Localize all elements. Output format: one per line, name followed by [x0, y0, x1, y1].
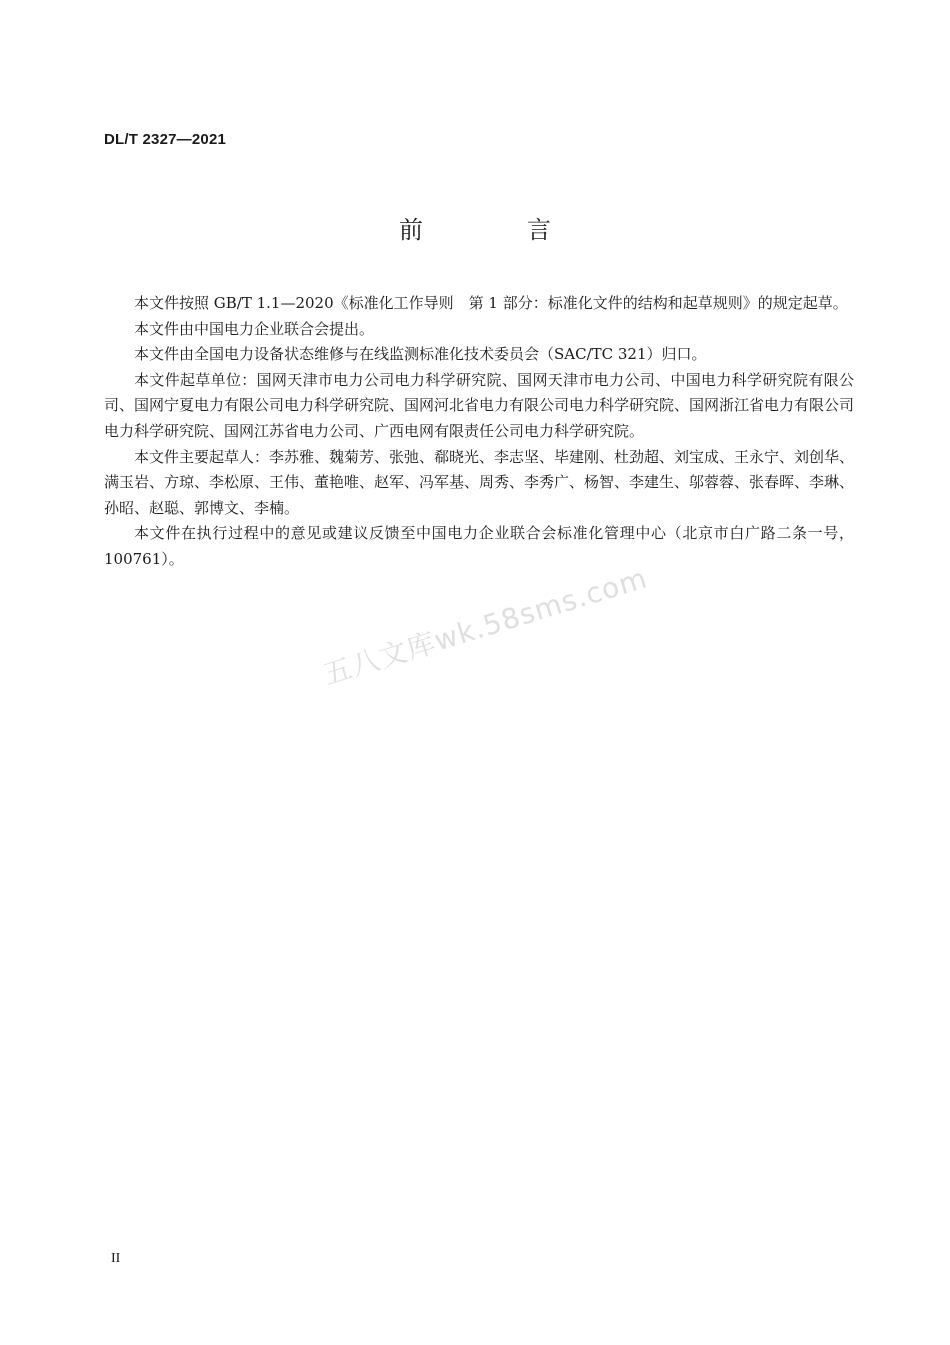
paragraph-drafting-rules: 本文件按照 GB/T 1.1—2020《标准化工作导则 第 1 部分：标准化文件的结构和起草规则》的规定起草。: [134, 294, 848, 312]
paragraph-committee: 本文件由全国电力设备状态维修与在线监测标准化技术委员会（SAC/TC 321）归口。: [134, 345, 707, 364]
paragraph-drafters: 本文件主要起草人：李苏雅、魏菊芳、张弛、郗晓光、李志坚、毕建刚、杜劲超、刘宝成、王永宁、刘创华、满玉岩、方琼、李松原、王伟、董艳唯、赵军、冯军基、周秀、李秀广、杨智、李建生、邬蓉蓉、张春晖、李琳、孙昭、赵聪、郭博文、李楠。: [104, 447, 855, 517]
watermark: 五八文库wk.58sms.com: [319, 561, 652, 692]
foreword-body: [104, 291, 854, 573]
paragraph-feedback: 本文件在执行过程中的意见或建议反馈至中国电力企业联合会标准化管理中心（北京市白广路二条一号，100761）。: [104, 524, 854, 568]
page-title: 前 言: [399, 216, 591, 244]
document-code: DL/T 2327—2021: [104, 131, 227, 148]
page-number: II: [111, 1251, 121, 1266]
paragraph-drafting-units: 本文件起草单位：国网天津市电力公司电力科学研究院、国网天津市电力公司、中国电力科学研究院有限公司、国网宁夏电力有限公司电力科学研究院、国网河北省电力有限公司电力科学研究院、国网浙江省电力有限公司电力科学研究院、国网江苏省电力公司、广西电网有限责任公司电力科学研究院。: [104, 370, 855, 440]
paragraph-proposer: 本文件由中国电力企业联合会提出。: [134, 319, 375, 338]
